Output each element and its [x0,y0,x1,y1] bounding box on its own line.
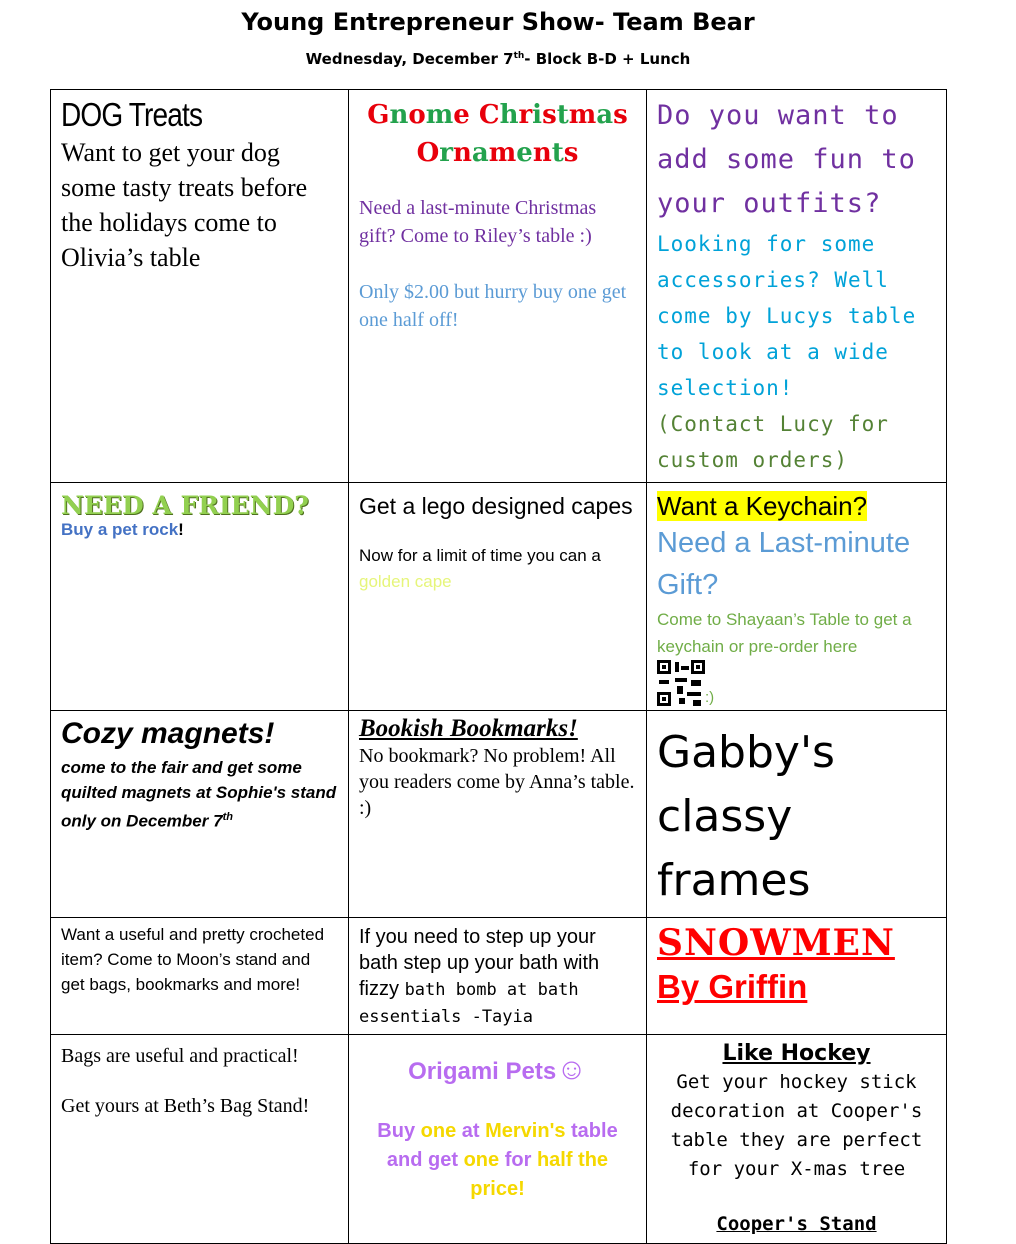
smiley-icon: ☺ [556,1053,587,1086]
cell-crochet [51,918,349,1035]
keychain-subheading: Need a Last-minute Gift? [657,527,911,601]
origami-w8: for [504,1149,537,1171]
cell-gabby [647,711,947,918]
gnome-heading-letter [470,100,479,130]
page-title: Young Entrepreneur Show- Team Bear [241,8,755,36]
gabby-line3: frames [657,855,811,906]
keychain-heading: Want a Keychain? [657,491,868,521]
origami-w10: price! [470,1178,525,1200]
gabby-frames [657,721,936,913]
rock-body-line [61,520,338,540]
origami-w5: table [571,1120,618,1142]
bath-line2: bath bomb at bath essentials -Tayia [359,980,579,1027]
origami-w1: Buy [377,1120,421,1142]
dog-body: Want to get your dog some tasty treats before the holidays come to Olivia’s table [61,137,308,272]
gnome-heading-letter: n [389,100,409,130]
cell-cozy [51,711,349,918]
cell-dog-treats [51,90,349,483]
outfits-note: (Contact Lucy for custom orders) [657,412,889,472]
qr-code-icon[interactable] [657,660,705,706]
cell-pet-rock [51,483,349,711]
gnome-line2: Only $2.00 but hurry buy one get one half off! [359,281,627,331]
subtitle-block: - Block B-D + Lunch [524,50,691,68]
gnome-heading-letter: r [439,138,453,168]
cell-snowmen [647,918,947,1035]
gnome-heading-letter: e [453,100,470,130]
gnome-heading-letter: s [613,100,628,130]
bookmarks-heading: Bookish Bookmarks! [359,715,578,742]
gnome-heading-letter: C [478,100,500,130]
cell-gnome [349,90,647,483]
cell-lego [349,483,647,711]
origami-body [359,1117,636,1204]
cell-origami [349,1035,647,1244]
ad-grid [50,89,947,1244]
hockey-heading: Like Hockey [722,1041,871,1066]
origami-w2: one [420,1120,462,1142]
origami-w7: one [463,1149,505,1171]
outfits-heading: Do you want to add some fun to your outfits? [657,100,916,219]
gnome-line1: Need a last-minute Christmas gift? Come to Riley’s table :) [359,197,597,247]
origami-w3: at [461,1120,486,1142]
gnome-heading-letter: a [471,138,489,168]
cozy-body-line [61,755,338,834]
cozy-sup: th [222,811,233,823]
bath-line1: If you need to step up your bath step up your bath with fizzy [359,926,600,1000]
lego-body-line [359,543,636,595]
cozy-body: come to the fair and get some quilted magnets at Sophie's stand only on December 7 [61,758,337,831]
keychain-qr-line [657,660,936,706]
lego-highlight: golden cape [359,572,452,591]
keychain-body: Come to Shayaan’s Table to get a keychain or pre-order here [657,610,912,656]
bags-line1: Bags are useful and practical! [61,1045,299,1067]
gnome-heading-letter: e [516,138,533,168]
gnome-heading-letter: t [556,100,569,130]
outfits-body: Looking for some accessories? Well come by Lucys table to look at a wide selection! [657,232,917,400]
dog-heading: DOG Treats [61,96,203,133]
page-subtitle [0,50,996,68]
origami-heading: Origami Pets [408,1058,557,1085]
gnome-heading-letter: m [568,100,597,130]
gnome-heading-letter: a [596,100,614,130]
subtitle-date: Wednesday, December 7 [305,50,514,68]
gnome-heading-letter: m [425,100,454,130]
bags-line2: Get yours at Beth’s Bag Stand! [61,1095,310,1117]
origami-w4: Mervin's [485,1120,572,1142]
gnome-heading-letter: o [408,100,426,130]
gnome-heading-letter: t [551,138,564,168]
crochet-body: Want a useful and pretty crocheted item? Come to Moon’s stand and get bags, bookmarks and more! [61,925,325,994]
gnome-heading-letter: m [488,138,517,168]
cell-bath [349,918,647,1035]
lego-heading: Get a lego designed capes [359,493,633,519]
gabby-line1: Gabby's [657,727,835,778]
keychain-tail: :) [705,689,715,706]
snowmen-byline: By Griffin [657,968,808,1005]
cell-bookmarks [349,711,647,918]
gnome-heading-letter: i [532,100,543,130]
gnome-heading-letter: n [532,138,552,168]
gnome-heading-letter: s [563,138,579,168]
subtitle-sup: th [513,51,525,61]
gnome-heading-letter: h [499,100,519,130]
hockey-body: Get your hockey stick decoration at Cooper's table they are perfect for your X-mas tree [670,1071,923,1180]
cell-outfits [647,90,947,483]
gnome-heading-letter: r [518,100,533,130]
bookmarks-body: No bookmark? No problem! All you readers come by Anna’s table. :) [359,745,635,819]
bath-text [359,924,636,1030]
origami-w6: and get [386,1149,464,1171]
cell-keychain [647,483,947,711]
cozy-heading: Cozy magnets! [61,717,275,750]
gnome-heading [359,96,636,172]
gnome-heading-letter: n [452,138,472,168]
gnome-heading-letter: O [416,138,440,168]
rock-punct: ! [178,520,184,539]
lego-body: Now for a limit of time you can a [359,546,601,565]
gnome-heading-letter: G [367,100,390,130]
gabby-line2: classy [657,791,793,842]
rock-heading: NEED A FRIEND? [61,491,309,520]
snowmen-heading: SNOWMEN [657,922,895,964]
gnome-heading-letter: s [542,100,557,130]
hockey-footer: Cooper's Stand [716,1213,877,1235]
rock-body: Buy a pet rock [61,520,179,539]
origami-heading-line [359,1053,636,1087]
cell-hockey [647,1035,947,1244]
cell-bags [51,1035,349,1244]
origami-w9: half the [536,1149,609,1171]
